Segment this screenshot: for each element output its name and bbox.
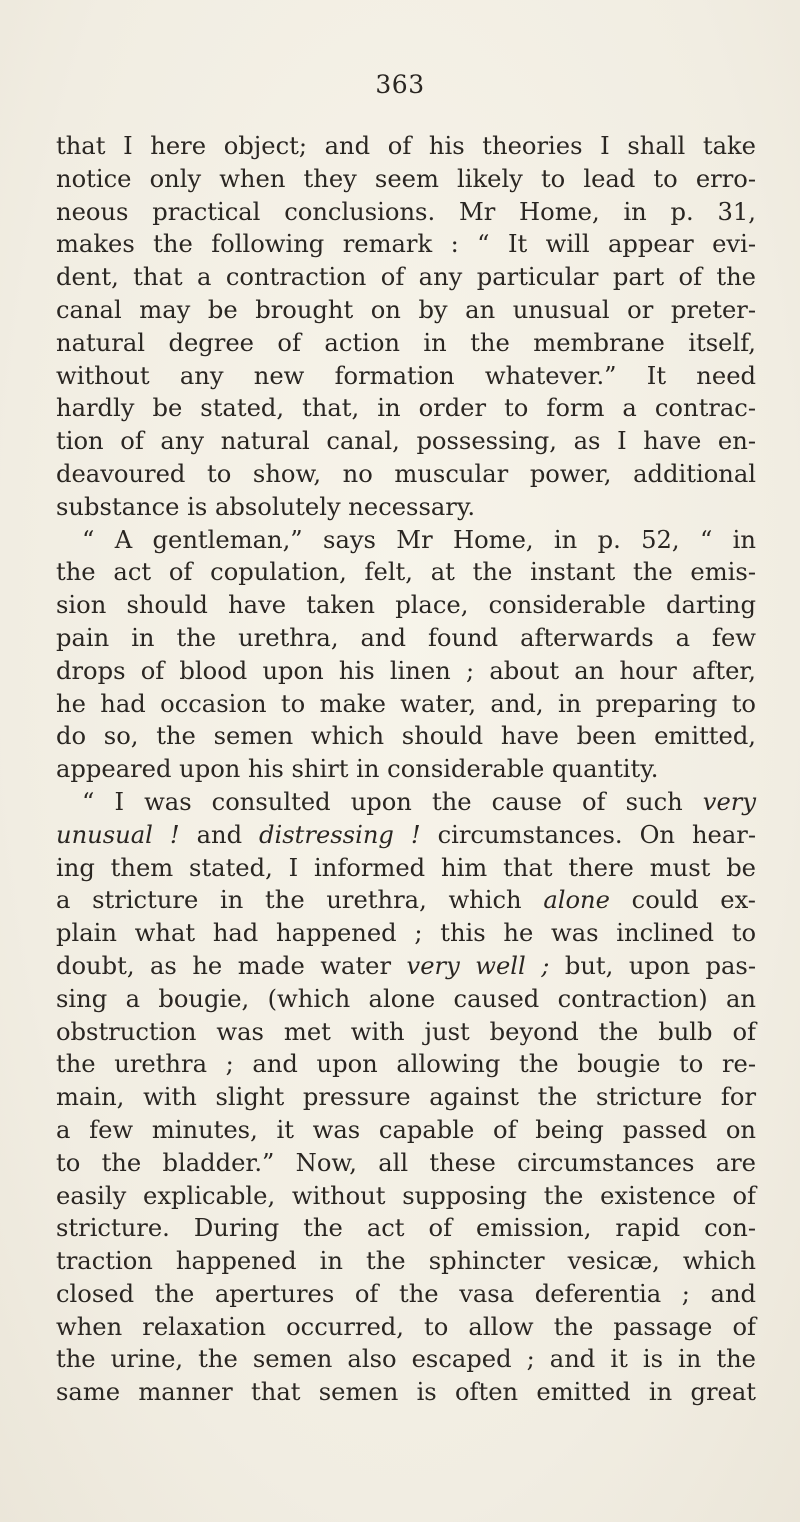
text-line: [56, 392, 756, 425]
text-line: [56, 294, 756, 327]
text-line: [56, 1376, 756, 1409]
text-run: ing them stated, I informed him that there must be: [56, 853, 756, 882]
text-line: [56, 163, 756, 196]
text-line: [56, 622, 756, 655]
text-line: [56, 1048, 756, 1081]
text-run: main, with slight pressure against the stricture for: [56, 1083, 756, 1112]
text-line: [56, 1147, 756, 1180]
text-line: [56, 655, 756, 688]
text-line: [56, 1081, 756, 1114]
text-line: [56, 917, 756, 950]
text-line: [56, 1278, 756, 1311]
text-line: [56, 196, 756, 229]
body-text: [56, 130, 756, 1409]
text-line: [56, 786, 756, 819]
text-line: [56, 327, 756, 360]
text-line: [56, 589, 756, 622]
text-run: that I here object; and of his theories I shall take: [56, 132, 756, 160]
text-run: natural degree of action in the membrane itself,: [56, 328, 756, 357]
text-run: closed the apertures of the vasa deferentia ; and: [56, 1279, 756, 1308]
text-line: [56, 425, 756, 458]
text-run: sing a bougie, (which alone caused contraction) an: [56, 984, 756, 1013]
text-run: sion should have taken place, considerable darting: [56, 591, 756, 620]
text-run: notice only when they seem likely to lead to erro-: [56, 164, 756, 193]
text-line: [56, 491, 756, 524]
text-run: makes the following remark : “ It will appear evi-: [56, 230, 756, 259]
text-run: tion of any natural canal, possessing, as I have en-: [56, 427, 756, 456]
text-run: neous practical conclusions. Mr Home, in p. 31,: [56, 197, 756, 226]
text-line: [56, 884, 756, 917]
italic-text: very: [702, 787, 756, 816]
text-run: do so, the semen which should have been emitted,: [56, 722, 756, 751]
text-run: the act of copulation, felt, at the instant the emis-: [56, 558, 756, 587]
text-run: a stricture in the urethra, which: [56, 886, 544, 915]
text-run: without any new formation whatever.” It need: [56, 361, 756, 390]
text-line: [56, 1343, 756, 1376]
text-line: [56, 1016, 756, 1049]
text-run: circumstances. On hear-: [420, 820, 757, 849]
text-line: [56, 261, 756, 294]
italic-text: very well ;: [406, 951, 550, 980]
text-run: to the bladder.” Now, all these circumstances are: [56, 1148, 756, 1177]
text-run: “ A gentleman,” says Mr Home, in p. 52, “ in: [82, 525, 756, 554]
text-line: [56, 720, 756, 753]
text-line: [56, 819, 756, 852]
text-run: same manner that semen is often emitted in great: [56, 1378, 756, 1407]
text-run: could ex-: [609, 886, 756, 915]
text-run: substance is absolutely necessary.: [56, 492, 476, 521]
text-run: the urethra ; and upon allowing the bougie to re-: [56, 1050, 756, 1079]
text-run: hardly be stated, that, in order to form a contrac-: [56, 394, 756, 423]
text-run: and: [179, 820, 260, 849]
text-run: deavoured to show, no muscular power, additional: [56, 459, 756, 488]
italic-text: alone: [543, 886, 610, 915]
text-line: [56, 1114, 756, 1147]
text-run: dent, that a contraction of any particular part of the: [56, 263, 756, 292]
text-line: [56, 556, 756, 589]
text-run: canal may be brought on by an unusual or preter-: [56, 295, 756, 324]
text-line: [56, 1180, 756, 1213]
text-line: [56, 688, 756, 721]
text-line: [56, 1311, 756, 1344]
text-line: [56, 524, 756, 557]
text-line: [56, 950, 756, 983]
text-run: the urine, the semen also escaped ; and it is in the: [56, 1345, 756, 1374]
text-run: plain what had happened ; this he was inclined to: [56, 919, 756, 948]
text-run: traction happened in the sphincter vesicæ, which: [56, 1247, 756, 1276]
page-number: 363: [375, 70, 425, 99]
text-run: appeared upon his shirt in considerable quantity.: [56, 755, 659, 784]
text-line: [56, 1245, 756, 1278]
text-run: when relaxation occurred, to allow the passage of: [56, 1312, 756, 1341]
text-line: [56, 360, 756, 393]
text-line: [56, 1212, 756, 1245]
text-line: [56, 753, 756, 786]
italic-text: distressing !: [259, 820, 421, 849]
text-run: drops of blood upon his linen ; about an hour after,: [56, 656, 756, 685]
text-line: [56, 458, 756, 491]
text-line: [56, 852, 756, 885]
text-run: doubt, as he made water: [56, 951, 407, 980]
text-run: “ I was consulted upon the cause of such: [82, 787, 703, 816]
text-run: obstruction was met with just beyond the bulb of: [56, 1017, 756, 1046]
text-run: but, upon pas-: [549, 951, 756, 980]
italic-text: unusual !: [56, 820, 180, 849]
text-line: [56, 130, 756, 163]
text-run: stricture. During the act of emission, rapid con-: [56, 1214, 756, 1243]
text-run: pain in the urethra, and found afterwards a few: [56, 623, 756, 652]
text-run: easily explicable, without supposing the existence of: [56, 1181, 756, 1210]
text-line: [56, 228, 756, 261]
text-line: [56, 983, 756, 1016]
text-run: a few minutes, it was capable of being passed on: [56, 1115, 756, 1144]
text-run: he had occasion to make water, and, in preparing to: [56, 689, 756, 718]
